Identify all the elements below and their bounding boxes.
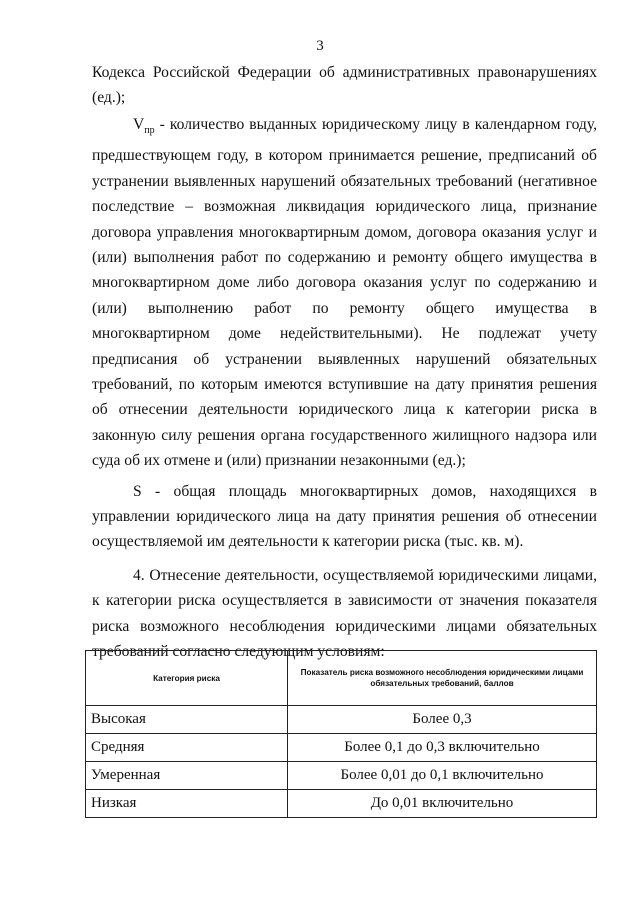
document-body [92, 60, 597, 664]
paragraph-risk-assignment: 4. Отнесение деятельности, осуществляемой юридическими лицами, к категории риска осуществляется в зависимости от значения показателя риска возможного несоблюдения юридическими лицами обязательных требований согласно следующим условиям: [92, 566, 597, 661]
row-value-high: Более 0,3 [288, 706, 597, 734]
row-category-high: Высокая [86, 706, 288, 734]
v-definition-text: - количество выданных юридическому лицу в календарном году, предшествующем году, в котором принимается решение, предписаний об устранении выявленных нарушений обязательных требований (негативное последствие – возможная ликвидация юридического лица, признание договора управления многоквартирным домом, договора оказания услуг и (или) выполнения работ по содержанию и ремонту общего имущества в многоквартирном доме либо договора оказания услуг по содержанию и (или) выполнению работ по ремонту общего имущества в многоквартирном доме недействительными). Не подлежат учету предписания об устранении выявленных нарушений обязательных требований, по которым имеются вступившие на дату принятия решения об отнесении деятельности юридического лица к категории риска в законную силу решения органа государственного жилищного надзора или суда об их отмене и (или) признании незаконными (ед.); [92, 115, 597, 470]
v-subscript: пр [144, 124, 155, 136]
row-value-moderate: Более 0,01 до 0,1 включительно [288, 762, 597, 790]
table-row [86, 706, 597, 734]
row-value-medium: Более 0,1 до 0,3 включительно [288, 734, 597, 762]
table-header-row [86, 651, 597, 706]
table-row [86, 762, 597, 790]
paragraph-v-definition [92, 112, 597, 474]
table-row [86, 734, 597, 762]
header-indicator: Показатель риска возможного несоблюдения юридическими лицами обязательных требований, баллов [288, 651, 597, 706]
row-category-low: Низкая [86, 790, 288, 818]
page-number: 3 [316, 38, 324, 54]
row-value-low: До 0,01 включительно [288, 790, 597, 818]
paragraph-code-reference: Кодекса Российской Федерации об административных правонарушениях (ед.); [92, 64, 597, 107]
table-row [86, 790, 597, 818]
paragraph-s-definition: S - общая площадь многоквартирных домов, находящихся в управлении юридического лица на дату принятия решения об отнесении осуществляемой им деятельности к категории риска (тыс. кв. м). [92, 482, 597, 551]
risk-category-table [85, 650, 597, 818]
header-category: Категория риска [86, 651, 288, 706]
v-symbol: $V_{пр}$ [133, 115, 155, 136]
row-category-medium: Средняя [86, 734, 288, 762]
row-category-moderate: Умеренная [86, 762, 288, 790]
